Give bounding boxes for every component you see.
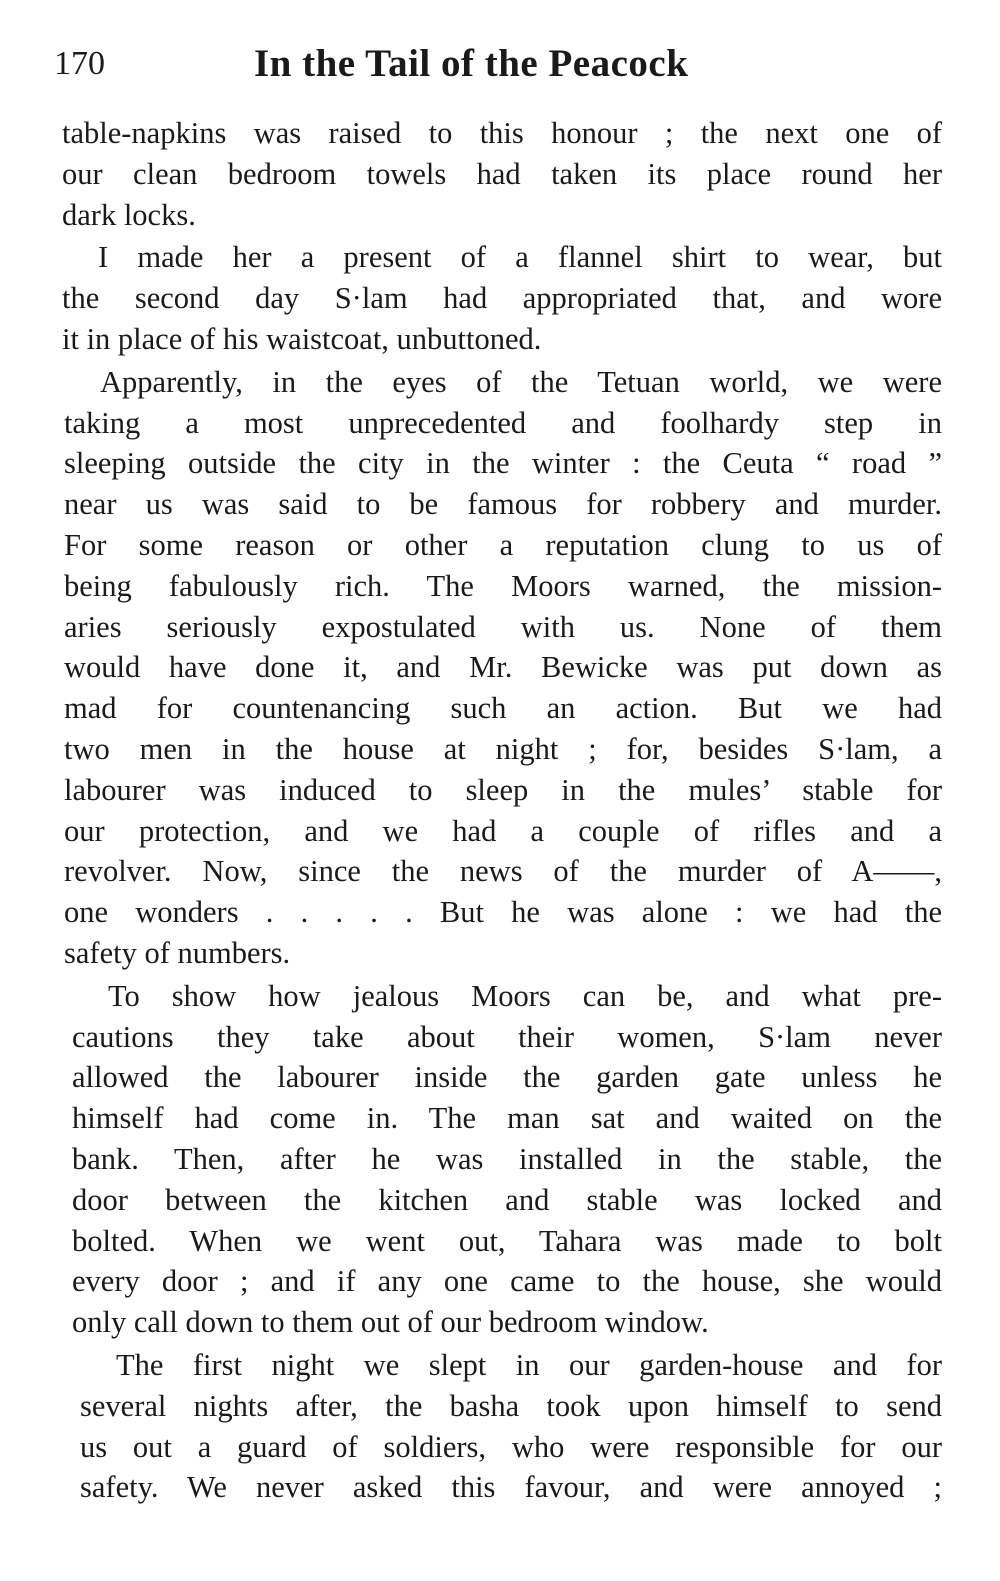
text-line: safety. We never asked this favour, and were annoyed ; bbox=[80, 1470, 942, 1505]
paragraph bbox=[64, 362, 942, 974]
text-line: labourer was induced to sleep in the mules’ stable for bbox=[64, 772, 942, 807]
text-line: dark locks. bbox=[62, 197, 196, 232]
text-line: would have done it, and Mr. Bewicke was put down as bbox=[64, 650, 942, 685]
text-line: The first night we slept in our garden-house and for bbox=[116, 1347, 942, 1382]
text-line: mad for countenancing such an action. But we had bbox=[64, 691, 942, 726]
paragraph bbox=[62, 237, 942, 359]
text-line: only call down to them out of our bedroom window. bbox=[72, 1305, 709, 1340]
text-line: door between the kitchen and stable was locked and bbox=[72, 1182, 942, 1217]
text-line: us out a guard of soldiers, who were responsible for our bbox=[80, 1429, 942, 1464]
paragraph bbox=[80, 1345, 942, 1508]
text-line: Apparently, in the eyes of the Tetuan world, we were bbox=[100, 364, 942, 399]
text-line: every door ; and if any one came to the house, she would bbox=[72, 1264, 942, 1299]
text-line: two men in the house at night ; for, besides S·lam, a bbox=[64, 731, 942, 766]
text-line: To show how jealous Moors can be, and what pre- bbox=[108, 978, 942, 1013]
text-line: it in place of his waistcoat, unbuttoned. bbox=[62, 321, 542, 356]
text-line: I made her a present of a flannel shirt to wear, but bbox=[98, 240, 942, 275]
text-line: himself had come in. The man sat and waited on the bbox=[72, 1101, 942, 1136]
text-line: the second day S·lam had appropriated that, and wore bbox=[62, 281, 942, 316]
text-line: sleeping outside the city in the winter : the Ceuta “ road ” bbox=[64, 446, 942, 481]
text-line: cautions they take about their women, S·lam never bbox=[72, 1019, 942, 1054]
text-line: several nights after, the basha took upon himself to send bbox=[80, 1388, 942, 1423]
text-line: taking a most unprecedented and foolhardy step in bbox=[64, 405, 942, 440]
text-line: safety of numbers. bbox=[64, 935, 291, 970]
paragraph bbox=[72, 976, 942, 1343]
running-title: In the Tail of the Peacock bbox=[254, 42, 689, 85]
text-line: our protection, and we had a couple of rifles and a bbox=[64, 813, 942, 848]
text-line: one wonders . . . . . But he was alone : we had the bbox=[64, 895, 942, 930]
page-header bbox=[54, 38, 754, 90]
page-number: 170 bbox=[54, 45, 105, 82]
body-text bbox=[62, 113, 942, 1508]
text-line: revolver. Now, since the news of the murder of A——, bbox=[64, 854, 942, 889]
text-line: table-napkins was raised to this honour ; the next one of bbox=[62, 116, 942, 150]
text-line: aries seriously expostulated with us. None of them bbox=[64, 609, 942, 644]
text-line: near us was said to be famous for robbery and murder. bbox=[64, 487, 942, 522]
text-line: our clean bedroom towels had taken its place round her bbox=[62, 156, 942, 191]
text-line: bank. Then, after he was installed in the stable, the bbox=[72, 1141, 942, 1176]
text-line: For some reason or other a reputation clung to us of bbox=[64, 527, 942, 562]
paragraph bbox=[62, 113, 942, 235]
text-line: allowed the labourer inside the garden gate unless he bbox=[72, 1060, 942, 1095]
text-line: bolted. When we went out, Tahara was made to bolt bbox=[72, 1223, 942, 1258]
text-line: being fabulously rich. The Moors warned, the mission- bbox=[64, 568, 942, 603]
